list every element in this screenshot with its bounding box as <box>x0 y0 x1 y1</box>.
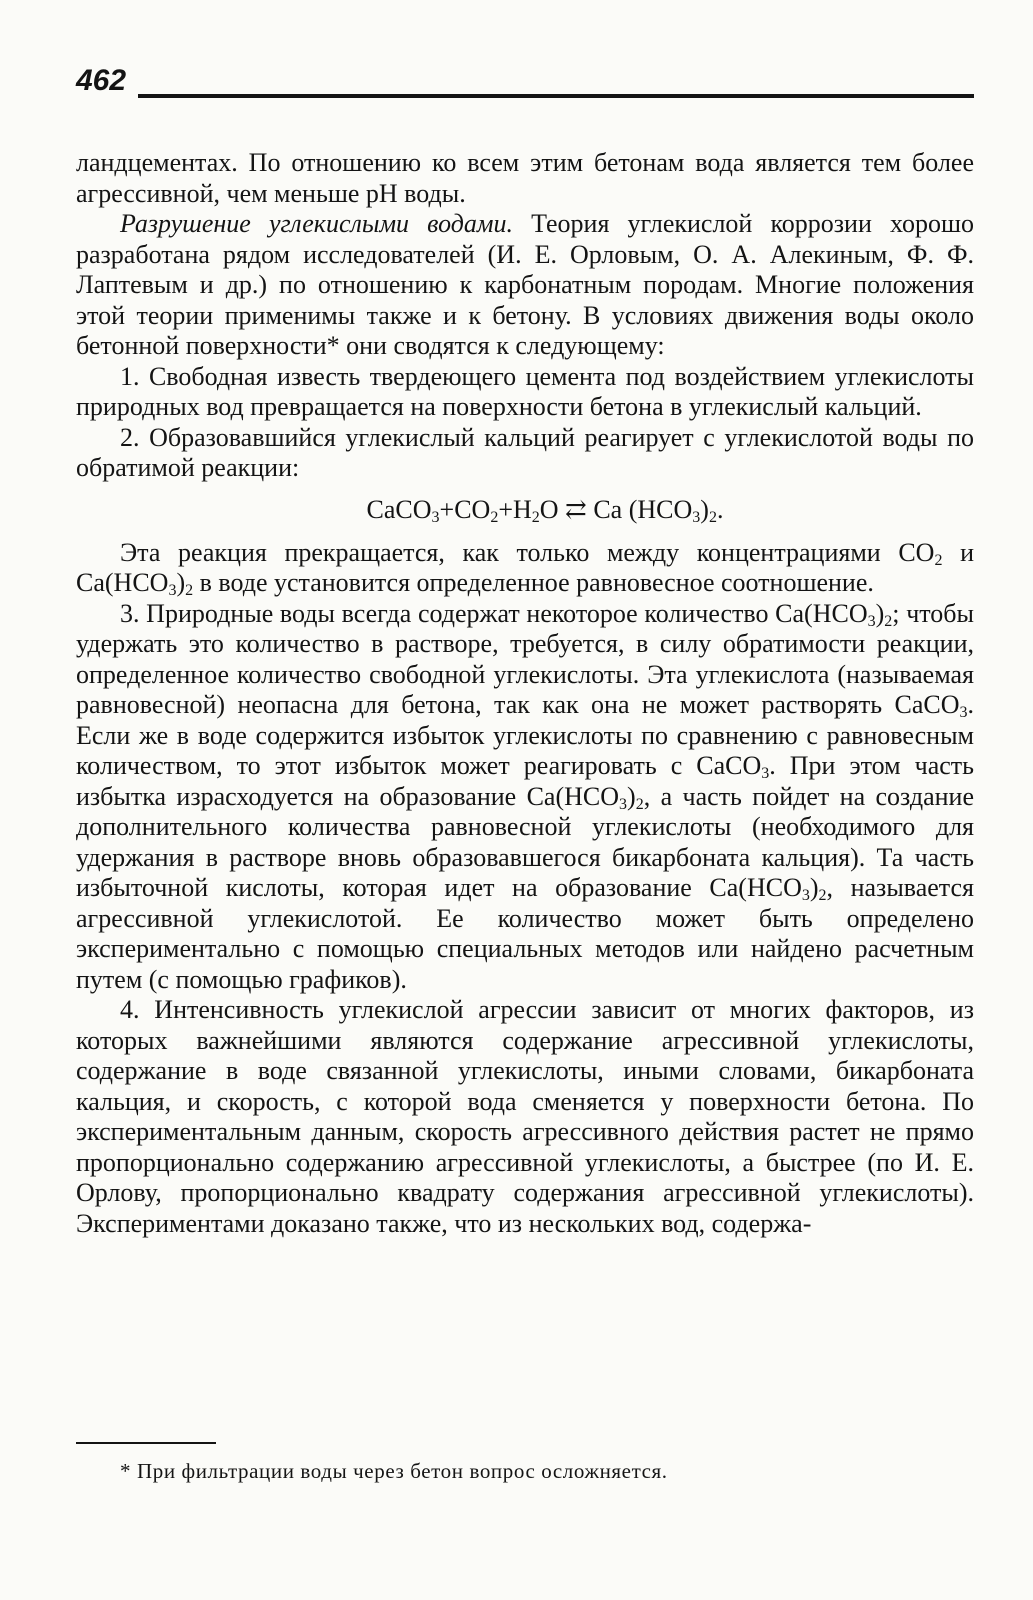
subscript: 3 <box>801 887 810 904</box>
footnote: * При фильтрации воды через бетон вопрос осложняется. <box>120 1459 668 1483</box>
paragraph <box>76 538 974 599</box>
paragraph-text: ) <box>627 781 636 811</box>
chemical-equation <box>76 494 974 526</box>
subscript: 2 <box>635 795 644 813</box>
formula-part: O ⇄ Ca (HCO <box>539 494 693 524</box>
page <box>76 58 974 1239</box>
footnote-rule <box>76 1442 216 1444</box>
paragraph <box>76 209 974 362</box>
formula-subscript: 3 <box>431 508 440 526</box>
paragraph-text: Эта реакция прекращается, как только между концентрациями CO <box>120 537 935 567</box>
list-item <box>76 423 974 484</box>
formula-subscript: 2 <box>708 508 717 526</box>
paragraph-text: , называется агрессивной углекислотой. Ее количество может быть определено экспериментально с помощью специальных методов или найдено расчетным путем (с помощью графиков). <box>76 873 974 994</box>
paragraph-text: . Если же в воде содержится избыток углекислоты по сравнению с равновесным количеством, то этот избыток может реагировать с CaCO <box>76 690 974 780</box>
formula-part: CaCO <box>366 494 432 524</box>
paragraph-text: ) <box>875 598 885 628</box>
paragraph-text: 1. Свободная известь твердеющего цемента под воздействием углекислоты природных вод превращается на поверхности бетона в углекислый кальций. <box>76 361 974 421</box>
paragraph-text: 4. Интенсивность углекислой агрессии зависит от многих факторов, из которых важнейшими являются содержание агрессивной углекислоты, содержание в воде связанной углекислоты, иными словами, бикарбоната кальция, и скорость, с которой вода сменяется у поверхности бетона. По экспериментальным данным, скорость агрессивного действия растет не прямо пропорционально содержанию агрессивной углекислоты, а быстрее (по И. Е. Орлову, пропорционально квадрату содержания агрессивной углекислоты). Экспериментами доказано также, что из нескольких вод, содержа- <box>76 995 974 1238</box>
list-item <box>76 599 974 996</box>
paragraph-text: Теория углекислой коррозии хорошо разработана рядом исследователей (И. Е. Орловым, О. А. Алекиным, Ф. Ф. Лаптевым и др.) по отношению к карбонатным породам. Многие положения этой теории применимы также и к бетону. В условиях движения воды около бетонной поверхности* они сводятся к следующему: <box>76 209 974 360</box>
paragraph-text: , а часть пойдет на создание дополнительного количества равновесной углекислоты (необходимого для удержания в растворе вновь образовавшегося бикарбоната кальция). Та часть избыточной кислоты, которая идет на образование Ca(HCO <box>76 781 974 902</box>
paragraph-text: ) <box>176 568 186 597</box>
list-item <box>76 995 974 1239</box>
subscript: 2 <box>934 551 943 569</box>
paragraph-text: ) <box>809 873 819 902</box>
paragraph-text: в воде установится определенное равновесное соотношение. <box>193 568 874 597</box>
formula-part: ) <box>700 494 709 524</box>
paragraph-text: 3. Природные воды всегда содержат некоторое количество Ca(HCO <box>120 598 868 628</box>
page-number: 462 <box>76 64 127 97</box>
formula-subscript: 3 <box>692 508 701 526</box>
body-text <box>76 148 974 1239</box>
paragraph-text: ландцементах. По отношению ко всем этим бетонам вода является тем более агрессивной, чем меньше рН воды. <box>76 148 974 208</box>
page-header <box>76 58 974 98</box>
subscript: 3 <box>959 704 968 721</box>
subscript: 3 <box>619 795 628 813</box>
paragraph-text: и Ca(HCO <box>76 537 975 597</box>
subscript: 3 <box>761 765 770 782</box>
formula-part: +H <box>498 494 532 524</box>
subscript: 2 <box>818 887 827 904</box>
list-item <box>76 362 974 423</box>
formula-part: . <box>716 494 724 524</box>
paragraph-text: ; чтобы удержать это количество в растворе, требуется, в силу обратимости реакции, определенное количество свободной углекислоты. Эта углекислота (называемая равновесной) неопасна для бетона, так как она не может растворять CaCO <box>76 598 974 719</box>
paragraph-text: 2. Образовавшийся углекислый кальций реагирует с углекислотой воды по обратимой реакции: <box>76 422 974 482</box>
formula-subscript: 2 <box>490 508 499 526</box>
paragraph <box>76 148 974 209</box>
subscript: 3 <box>867 612 876 630</box>
header-rule <box>138 94 974 98</box>
subscript: 2 <box>185 582 194 599</box>
formula-part: +CO <box>439 494 491 524</box>
subscript: 2 <box>884 612 893 630</box>
subscript: 3 <box>168 582 177 599</box>
paragraph-text: . При этом часть избытка израсходуется на образование Ca(HCO <box>76 751 974 811</box>
formula-subscript: 2 <box>531 508 540 526</box>
section-run-in-title: Разрушение углекислыми водами. <box>120 209 513 238</box>
